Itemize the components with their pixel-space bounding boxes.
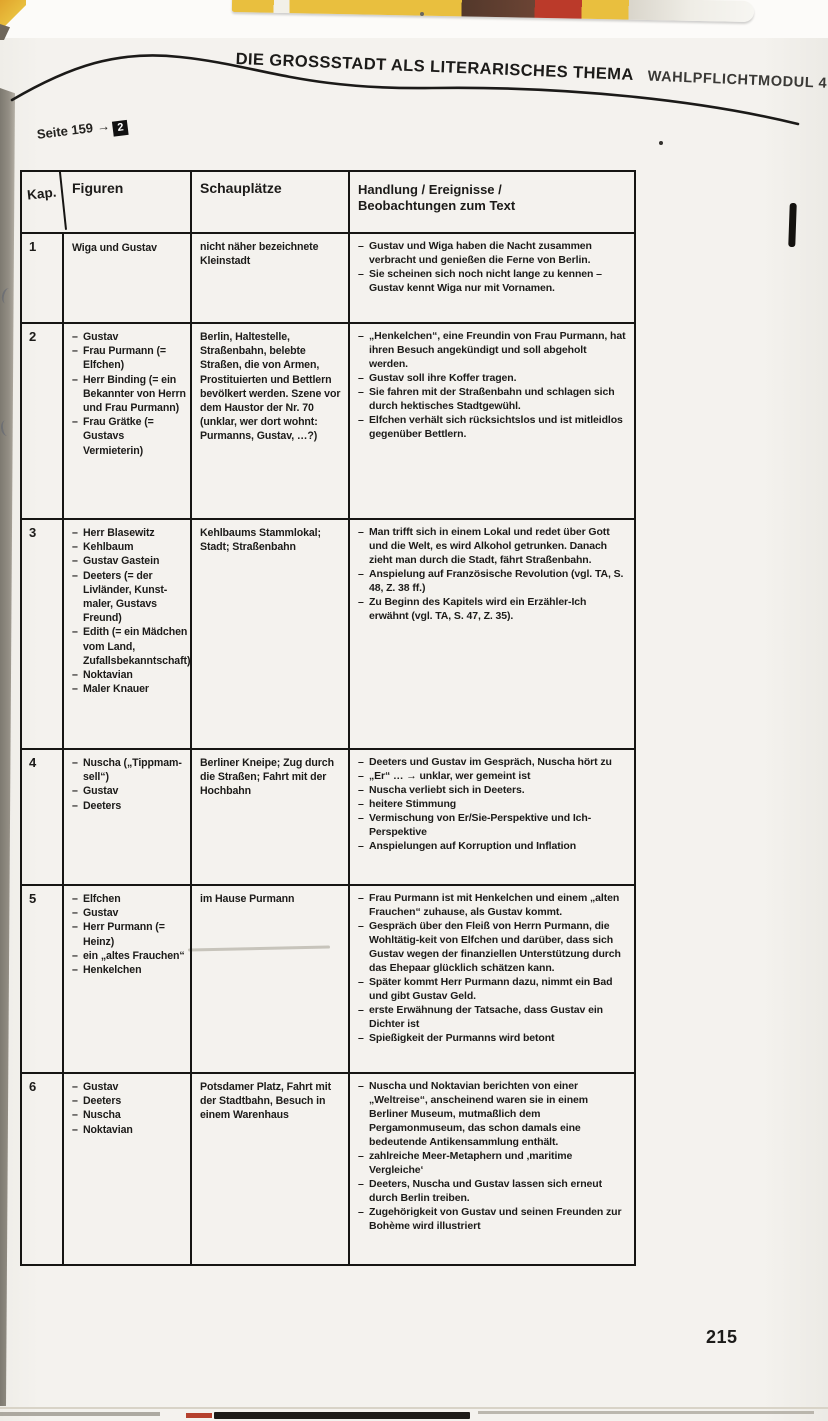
figure-item: – Gustav Gastein — [72, 555, 160, 568]
ink-mark — [788, 203, 797, 247]
figure-item: – ein „altes Frauchen“ — [72, 949, 185, 962]
bullet-dash: – — [358, 385, 364, 398]
task-number-badge: 2 — [112, 120, 129, 137]
handlung-item: – Anspielung auf Französische Revolution (vgl. TA, S. 48, Z. 38 ff.) — [358, 567, 624, 594]
bullet-dash: – — [358, 1031, 364, 1044]
handlung-item: – heitere Stimmung — [358, 797, 457, 810]
handlung-item: – Elfchen verhält sich rücksichtslos und ist mitleidlos gegenüber Bettlern. — [358, 413, 623, 440]
handlung-item: – erste Erwähnung der Tatsache, dass Gustav ein Dichter ist — [358, 1003, 603, 1030]
bullet-dash: – — [72, 555, 78, 568]
bottom-scan-bar — [214, 1412, 470, 1419]
bottom-scan-bar-gray — [478, 1411, 814, 1414]
bullet-dash: – — [72, 1095, 78, 1108]
handlung-cell — [350, 324, 634, 518]
handlung-item: – Vermischung von Er/Sie-Perspektive und Ich-Perspektive — [358, 811, 592, 838]
handlung-item: – Man trifft sich in einem Lokal und redet über Gott und die Welt, es wird Alkohol getrunken. Danach zieht man durch die Stadt, fährt Straßenbahn. — [358, 526, 610, 566]
bullet-dash: – — [358, 839, 364, 852]
bullet-dash: – — [358, 1177, 364, 1190]
handlung-cell — [350, 234, 634, 322]
figure-item: – Gustav — [72, 1081, 119, 1093]
schauplaetze-cell: Potsdamer Platz, Fahrt mit der Stadtbahn, Besuch in einem Warenhaus — [192, 1074, 350, 1264]
bullet-dash: – — [72, 373, 78, 386]
handlung-item: – Sie fahren mit der Straßenbahn und schlagen sich durch hektisches Stadtgewühl. — [358, 385, 615, 412]
figure-item: – Deeters — [72, 1095, 122, 1108]
figure-item: – Deeters — [72, 799, 122, 812]
bullet-dash: – — [72, 626, 78, 639]
kap-cell: 6 — [22, 1074, 64, 1264]
handlung-item: – Anspielungen auf Korruption und Inflation — [358, 839, 577, 852]
handlung-item: – „Henkelchen“, eine Freundin von Frau Purmann, hat ihren Besuch angekündigt und soll abgeholt werden. — [358, 330, 626, 370]
bullet-dash: – — [72, 893, 78, 905]
table-row — [22, 1074, 634, 1264]
schauplaetze-cell: Berlin, Haltestelle, Straßenbahn, belebte Straßen, die von Armen, Prostituierten und Bettlern bevölkert werden. Szene vor dem Haustor der Nr. 70 (unklar, wer dort wohnt: Purmanns, Gustav, …?) — [192, 324, 350, 518]
figuren-cell — [64, 1074, 192, 1264]
bullet-dash: – — [358, 783, 364, 796]
bullet-dash: – — [358, 267, 364, 280]
figure-item: – Deeters (= der Livländer, Kunst-maler, Gustavs Freund) — [72, 569, 168, 625]
arrow-icon: → — [95, 118, 111, 135]
figure-item: – Elfchen — [72, 893, 121, 905]
bullet-dash: – — [358, 526, 364, 538]
handlung-cell — [350, 520, 634, 748]
figuren-cell — [64, 886, 192, 1072]
module-label: WAHLPFLICHTMODUL 4 — [647, 68, 828, 92]
bullet-dash: – — [72, 921, 78, 934]
handlung-item: – „Er“ … → unklar, wer gemeint ist — [358, 769, 531, 782]
schauplaetze-cell: nicht näher bezeichnete Kleinstadt — [192, 234, 350, 322]
handlung-item: – Gustav und Wiga haben die Nacht zusammen verbracht und genießen die Ferne von Berlin. — [358, 240, 592, 266]
bottom-scan-bar-gray — [0, 1412, 160, 1416]
table-row — [22, 324, 634, 520]
bullet-dash: – — [72, 416, 78, 429]
bullet-dash: – — [358, 1149, 364, 1162]
bottom-scan-bar-red — [186, 1413, 212, 1418]
figure-item: Wiga und Gustav — [72, 242, 157, 254]
bullet-dash: – — [72, 907, 78, 920]
bullet-dash: – — [358, 892, 364, 904]
bullet-dash: – — [72, 799, 78, 812]
figure-item: – Nuscha — [72, 1109, 121, 1122]
bullet-dash: – — [358, 567, 364, 580]
bullet-dash: – — [72, 668, 78, 681]
bullet-dash: – — [358, 756, 364, 768]
bullet-dash: – — [358, 975, 364, 988]
handlung-item: – Nuscha verliebt sich in Deeters. — [358, 783, 525, 796]
page-number: 215 — [706, 1327, 738, 1347]
col-header-kap: Kap. — [19, 170, 67, 234]
bullet-dash: – — [358, 769, 364, 782]
kap-cell: 2 — [22, 324, 64, 518]
bullet-dash: – — [72, 1123, 78, 1136]
handlung-item: – Deeters, Nuscha und Gustav lassen sich erneut durch Berlin treiben. — [358, 1177, 603, 1204]
handlung-cell — [350, 886, 634, 1072]
kap-cell: 3 — [22, 520, 64, 748]
bullet-dash: – — [358, 413, 364, 426]
handlung-item: – Frau Purmann ist mit Henkelchen und einem „alten Frauchen“ zuhause, als Gustav kommt. — [358, 892, 620, 918]
table-row — [22, 234, 634, 324]
bullet-dash: – — [72, 541, 78, 554]
table-row — [22, 750, 634, 886]
figure-item: – Maler Knauer — [72, 683, 149, 696]
bullet-dash: – — [358, 797, 364, 810]
bullet-dash: – — [72, 683, 78, 696]
bullet-dash: – — [72, 949, 78, 962]
bullet-dash: – — [358, 1205, 364, 1218]
figure-item: – Noktavian — [72, 668, 133, 681]
bullet-dash: – — [72, 345, 78, 358]
schauplaetze-cell: Berliner Kneipe; Zug durch die Straßen; Fahrt mit der Hochbahn — [192, 750, 350, 884]
chapter-overview-table — [20, 170, 636, 1266]
table-header-row — [22, 172, 634, 234]
figure-item: – Gustav — [72, 785, 119, 798]
col-header-figuren: Figuren — [64, 172, 192, 232]
col-header-handlung: Handlung / Ereignisse / Beobachtungen zum Text — [358, 182, 516, 214]
bullet-dash: – — [72, 785, 78, 798]
bullet-dash: – — [358, 1080, 364, 1092]
table-row — [22, 520, 634, 750]
page-title: DIE GROSSSTADT ALS LITERARISCHES THEMA — [235, 50, 635, 84]
table-row — [22, 886, 634, 1074]
figuren-cell — [64, 520, 192, 748]
handlung-item: – Zu Beginn des Kapitels wird ein Erzähler-Ich erwähnt (vgl. TA, S. 47, Z. 35). — [358, 595, 587, 622]
bullet-dash: – — [358, 240, 364, 252]
figure-item: – Noktavian — [72, 1123, 133, 1136]
bullet-dash: – — [72, 1109, 78, 1122]
col-header-schauplaetze: Schauplätze — [192, 172, 350, 232]
figure-item: – Kehlbaum — [72, 541, 134, 554]
bullet-dash: – — [358, 371, 364, 384]
bullet-dash: – — [358, 595, 364, 608]
bullet-dash: – — [72, 757, 78, 769]
bullet-dash: – — [72, 527, 78, 539]
handlung-item: – zahlreiche Meer-Metaphern und ‚maritime Vergleiche‘ — [358, 1149, 573, 1176]
table-body — [22, 234, 634, 1264]
figuren-cell — [64, 324, 192, 518]
handlung-item: – Gespräch über den Fleiß von Herrn Purmann, die Wohltätig-keit von Elfchen und darüber, dass sich Gustav wegen der finanziellen Unterstützung durch das Ehepaar glücklich schätzen kann. — [358, 919, 621, 974]
page-reference-label: Seite 159 — [36, 120, 94, 142]
handlung-item: – Später kommt Herr Purmann dazu, nimmt ein Bad und gibt Gustav Geld. — [358, 975, 613, 1002]
schauplaetze-cell: Kehlbaums Stammlokal; Stadt; Straßenbahn — [192, 520, 350, 748]
figure-item: – Gustav — [72, 331, 119, 343]
bullet-dash: – — [72, 963, 78, 976]
handlung-item: – Sie scheinen sich noch nicht lange zu kennen – Gustav kennt Wiga nur mit Vornamen. — [358, 267, 602, 294]
figure-item: – Henkelchen — [72, 963, 142, 976]
bullet-dash: – — [358, 811, 364, 824]
bullet-dash: – — [358, 330, 364, 342]
bullet-dash: – — [72, 331, 78, 343]
bullet-dash: – — [358, 919, 364, 932]
figure-item: – Herr Purmann (= Heinz) — [72, 921, 165, 948]
figure-item: – Nuscha („Tippmam-sell“) — [72, 757, 182, 784]
handlung-item: – Zugehörigkeit von Gustav und seinen Freunden zur Bohème wird illustriert — [358, 1205, 622, 1232]
bullet-dash: – — [72, 1081, 78, 1093]
handlung-cell — [350, 1074, 634, 1264]
figure-item: – Herr Blasewitz — [72, 527, 155, 539]
figure-item: – Herr Binding (= ein Bekannter von Herrn und Frau Purmann) — [72, 373, 186, 414]
figuren-cell — [64, 234, 192, 322]
handlung-item: – Deeters und Gustav im Gespräch, Nuscha hört zu — [358, 756, 612, 768]
figuren-cell — [64, 750, 192, 884]
handlung-cell — [350, 750, 634, 884]
bullet-dash: – — [72, 569, 78, 582]
handlung-item: – Nuscha und Noktavian berichten von einer „Weltreise“, anscheinend waren sie in einem Berliner Museum, mutmaßlich dem Pergamonmuseum, das schon damals eine bedeutende Antikensammlung enthält. — [358, 1080, 589, 1148]
kap-cell: 5 — [22, 886, 64, 1072]
figure-item: – Frau Purmann (= Elfchen) — [72, 345, 166, 372]
handlung-item: – Spießigkeit der Purmanns wird betont — [358, 1031, 555, 1044]
book-binding-edge — [0, 88, 15, 1406]
kap-cell: 4 — [22, 750, 64, 884]
page-bottom-edge — [0, 1407, 828, 1409]
figure-item: – Frau Grätke (= Gustavs Vermieterin) — [72, 416, 154, 457]
handlung-item: – Gustav soll ihre Koffer tragen. — [358, 371, 517, 384]
bullet-dash: – — [358, 1003, 364, 1016]
figure-item: – Gustav — [72, 907, 119, 920]
figure-item: – Edith (= ein Mädchen vom Land, Zufallsbekanntschaft) — [72, 626, 191, 667]
kap-cell: 1 — [22, 234, 64, 322]
schauplaetze-cell: im Hause Purmann — [192, 886, 350, 1072]
